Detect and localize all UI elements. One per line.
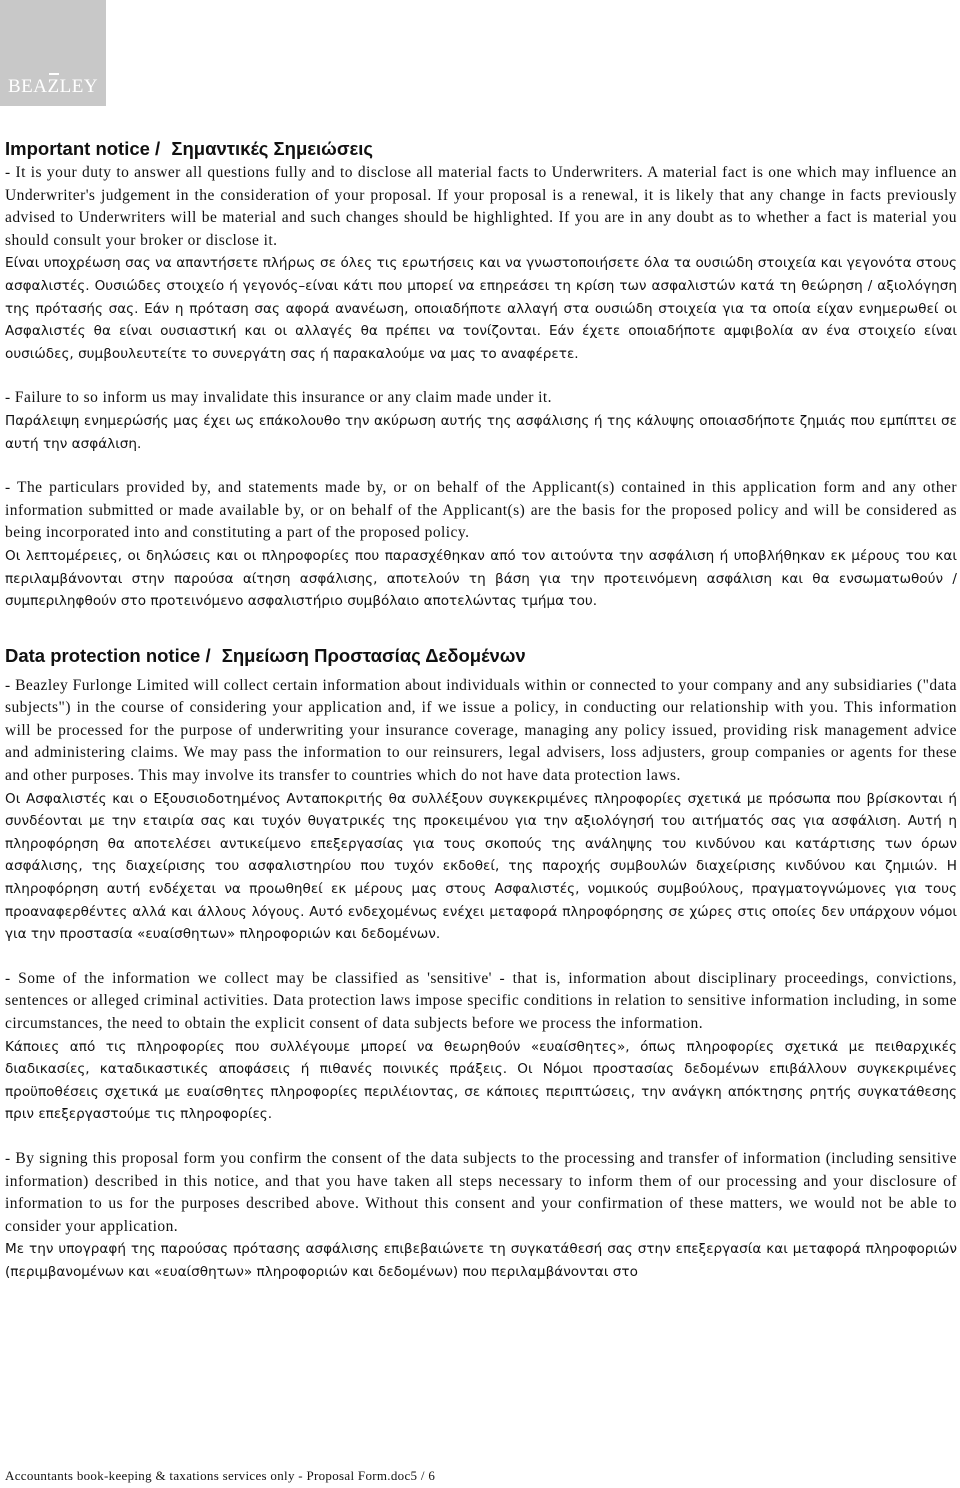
document-body: [5, 136, 957, 1284]
consent-confirmation-gr: Με την υπογραφή της παρούσας πρότασης ασφάλισης επιβεβαιώνετε τη συγκατάθεσή σας στην επεξεργασία και μεταφορά πληροφοριών (περιμβανομένων και «ευαίσθητων» πληροφοριών και δεδομένων) που περιλαμβάνονται στο: [5, 1241, 957, 1280]
data-collection-gr: Οι Ασφαλιστές και ο Εξουσιοδοτημένος Ανταποκριτής θα συλλέξουν συγκεκριμένες πληροφορίες σχετικά με πρόσωπα που βρίσκονται ή συνδέονται με την εταιρία σας και τυχόν θυγατρικές της προκειμένου για την αξιολόγησή του αιτήματός σας για ασφάλιση. Αυτή η πληροφόρηση θα αποτελέσει αντικείμενο επεξεργασίας για τους σκοπούς της ανάληψης του κινδύνου και κατάρτισης των όρων ασφάλισης, της διαχείρισης του ασφαλιστηρίου που τυχόν εκδοθεί, της παροχής συμβουλών διαχείρισης κινδύνου και ζημιών. Η πληροφόρηση αυτή ενδέχεται να προωθηθεί εκ μέρους μας στους Ασφαλιστές, νομικούς συμβούλους, πραγματογνώμονες για τους προαναφερθέντες αλλά και άλλους λόγους. Αυτό ενδεχομένως ενέχει μεταφορά πληροφόρησης σε χώρες στις οποίες δεν υπάρχουν νόμοι για την προστασία «ευαίσθητων» πληροφοριών και δεδομένων.: [5, 790, 957, 943]
logo-text-z: Z: [47, 76, 60, 97]
important-notice-title-gr: Σημαντικές Σημειώσεις: [171, 138, 374, 159]
consent-confirmation-en: - By signing this proposal form you confirm the consent of the data subjects to the processing and transfer of information (including sensitive information) described in this notice, and that you have taken all steps necessary to inform them of our processing and your disclosure of information to us for the purposes described above. Without this consent and your confirmation of these matters, we would not be able to consider your application.: [5, 1149, 957, 1235]
logo-text-end: LEY: [59, 76, 99, 97]
page-footer: Accountants book-keeping & taxations services only - Proposal Form.doc5 / 6: [5, 1468, 436, 1483]
data-collection-en: - Beazley Furlonge Limited will collect certain information about individuals within or connected to your company and any subsidiaries ("data subjects") in the course of considering your application and, if we issue a policy, in conducting our relationship with you. This information will be processed for the purpose of underwriting your insurance coverage, managing any policy issued, providing risk management advice and administering claims. We may pass the information to our reinsurers, legal advisers, loss adjusters, group companies or agents for these and other purposes. This may involve its transfer to countries which do not have data protection laws.: [5, 676, 957, 785]
sensitive-information-en: - Some of the information we collect may be classified as 'sensitive' - that is, information about disciplinary proceedings, convictions, sentences or alleged criminal activities. Data protection laws impose specific conditions in relation to sensitive information including, in some circumstances, the need to obtain the explicit consent of data subjects before we process the information.: [5, 969, 957, 1032]
duty-to-disclose-gr: Είναι υποχρέωση σας να απαντήσετε πλήρως σε όλες τις ερωτήσεις και να γνωστοποιήσετε όλα τα ουσιώδη στοιχεία και γεγονότα στους ασφαλιστές. Ουσιώδες στοιχείο ή γεγονός–είναι κάτι που μπορεί να επηρεάσει τη κρίση των ασφαλιστών κατά τη θεώρηση / αξιολόγηση της πρότασής σας. Εάν η πρόταση σας αφορά ανανέωση, οποιαδήποτε αλλαγή στα ουσιώδη στοιχεία για τα οποία είχαν ενημερωθεί οι Ασφαλιστές θα είναι ουσιαστική και οι αλλαγές θα πρέπει να τονίζονται. Εάν έχετε οποιαδήποτε αμφιβολία αν ένα στοιχείο είναι ουσιώδες, συμβουλευτείτε το συνεργάτη σας ή παρακαλούμε να μας το αναφέρετε.: [5, 255, 957, 362]
data-protection-title-gr: Σημείωση Προστασίας Δεδομένων: [221, 644, 526, 666]
logo-text-start: BEA: [8, 76, 48, 97]
important-notice-title-en: Important notice /: [5, 138, 166, 159]
particulars-basis-gr: Οι λεπτομέρειες, οι δηλώσεις και οι πληροφορίες που παρασχέθηκαν από τον αιτούντα την ασφάλιση ή υποβλήθηκαν εκ μέρους του και περιλαμβάνονται στην παρούσα αίτηση ασφάλισης, αποτελούν τη βάση για την προτεινόμενη ασφάλιση και θα ενσωματωθούν / συμπεριληφθούν στο προτεινόμενο ασφαλιστήριο συμβόλαιο αποτελώντας τμήμα του.: [5, 547, 957, 610]
data-protection-title-en: Data protection notice /: [5, 644, 216, 666]
failure-to-inform-gr: Παράλειψη ενημερώσής μας έχει ως επάκολουθο την ακύρωση αυτής της ασφάλισης ή της κάλυψης οποιασδήποτε ζημιάς που εμπίπτει σε αυτή την ασφάλιση.: [5, 412, 957, 452]
logo-box: [0, 0, 106, 106]
particulars-basis-en: - The particulars provided by, and statements made by, or on behalf of the Applicant(s) contained in this application form and any other information submitted or made available by, or on behalf of the Applicant(s) are the basis for the proposed policy and will be considered as being incorporated into and constituting a part of the proposed policy.: [5, 479, 957, 542]
duty-to-disclose-en: - It is your duty to answer all questions fully and to disclose all material facts to Underwriters. A material fact is one which may influence an Underwriter's judgement in the consideration of your proposal. If your proposal is a renewal, it is likely that any change in facts previously advised to Underwriters will be material and such changes should be highlighted. If you are in any doubt as to whether a fact is material you should consult your broker or disclose it.: [5, 164, 957, 249]
beazley-logo: [8, 76, 98, 98]
data-protection-heading: [5, 643, 957, 669]
important-notice-heading: [5, 136, 957, 162]
failure-to-inform-en: - Failure to so inform us may invalidate this insurance or any claim made under it.: [5, 389, 552, 407]
sensitive-information-gr: Κάποιες από τις πληροφορίες που συλλέγουμε μπορεί να θεωρηθούν «ευαίσθητες», όπως πληροφορίες σχετικά με πειθαρχικές διαδικασίες, καταδικαστικές αποφάσεις ή πιθανές ποινικές πράξεις. Οι Νόμοι προστασίας δεδομένων επιβάλλουν συγκεκριμένες προϋποθέσεις σχετικά με ευαίσθητες πληροφορίες περιλέιοντας, σε κάποιες περιπτώσεις, την ανάγκη απόκτησης ρητής συγκατάθεσης πριν επεξεργαστούμε τις πληροφορίες.: [5, 1038, 957, 1123]
